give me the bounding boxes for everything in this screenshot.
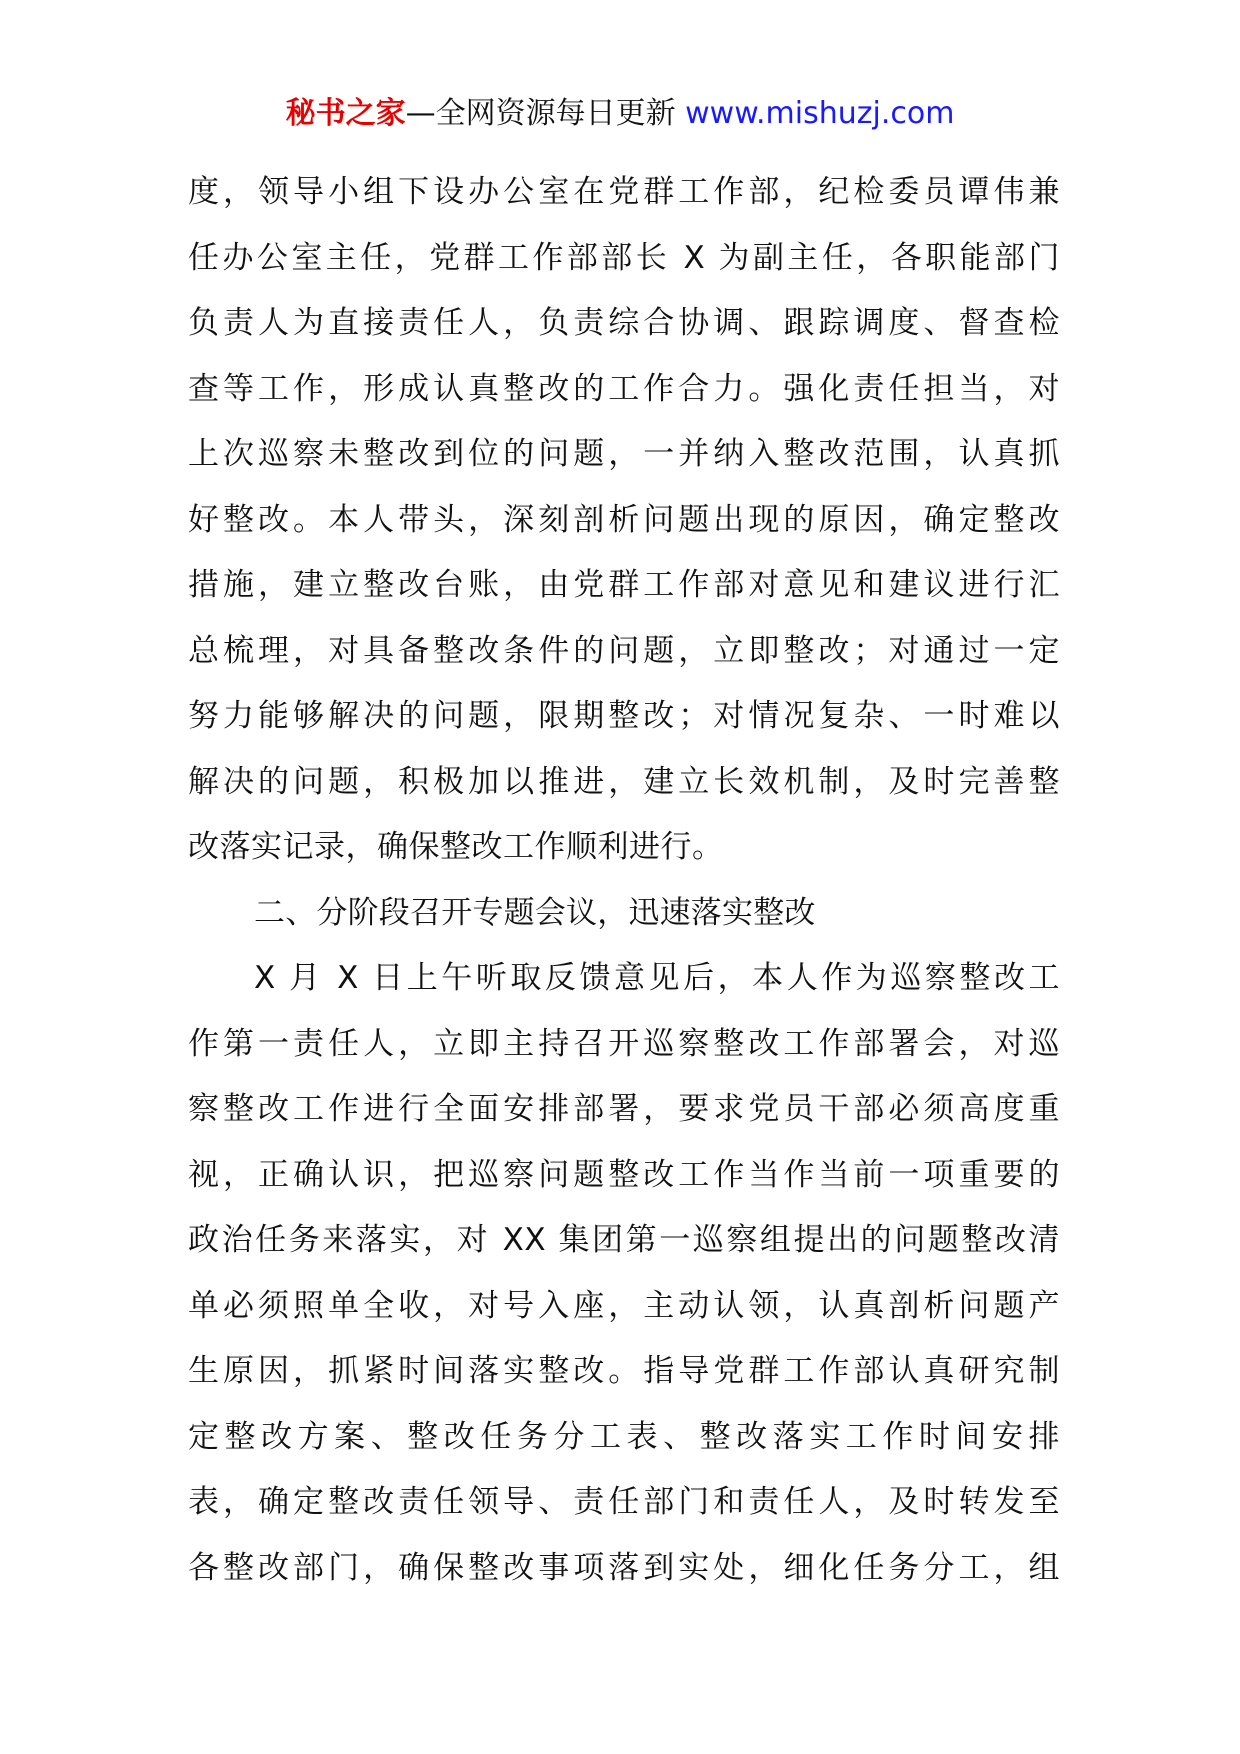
paragraph1-line: 度，领导小组下设办公室在党群工作部，纪检委员谭伟兼 xyxy=(188,174,1060,210)
paragraph1-line: 任办公室主任，党群工作部部长 X 为副主任，各职能部门 xyxy=(188,239,1060,276)
document-body xyxy=(188,160,1060,1601)
section-heading: 二、分阶段召开专题会议，迅速落实整改 xyxy=(254,894,816,931)
paragraph1-line: 改落实记录，确保整改工作顺利进行。 xyxy=(188,829,724,865)
site-tagline: —全网资源每日更新 xyxy=(405,96,686,131)
paragraph2-line: 定整改方案、整改任务分工表、整改落实工作时间安排 xyxy=(188,1418,1060,1455)
site-header xyxy=(0,94,1240,134)
paragraph2-line: 作第一责任人，立即主持召开巡察整改工作部署会，对巡 xyxy=(188,1025,1060,1062)
paragraph1-line: 总梳理，对具备整改条件的问题，立即整改；对通过一定 xyxy=(188,632,1060,669)
site-url[interactable]: www.mishuzj.com xyxy=(685,96,955,131)
paragraph2-line: 单必须照单全收，对号入座，主动认领，认真剖析问题产 xyxy=(188,1287,1060,1324)
paragraph2-line: 视，正确认识，把巡察问题整改工作当作当前一项重要的 xyxy=(188,1156,1060,1193)
paragraph1-line: 解决的问题，积极加以推进，建立长效机制，及时完善整 xyxy=(188,763,1060,800)
paragraph1-line: 查等工作，形成认真整改的工作合力。强化责任担当，对 xyxy=(188,370,1060,407)
paragraph2-line: 表，确定整改责任领导、责任部门和责任人，及时转发至 xyxy=(188,1484,1060,1520)
paragraph1-line: 措施，建立整改台账，由党群工作部对意见和建议进行汇 xyxy=(188,567,1060,603)
paragraph2-line: X 月 X 日上午听取反馈意见后，本人作为巡察整改工 xyxy=(254,960,1060,996)
paragraph1-line: 努力能够解决的问题，限期整改；对情况复杂、一时难以 xyxy=(188,698,1060,734)
paragraph2-line: 各整改部门，确保整改事项落到实处，细化任务分工，组 xyxy=(188,1549,1060,1586)
paragraph1-line: 好整改。本人带头，深刻剖析问题出现的原因，确定整改 xyxy=(188,501,1060,538)
paragraph2-line: 察整改工作进行全面安排部署，要求党员干部必须高度重 xyxy=(188,1091,1060,1127)
site-brand: 秘书之家 xyxy=(285,96,406,131)
paragraph2-line: 生原因，抓紧时间落实整改。指导党群工作部认真研究制 xyxy=(188,1353,1060,1389)
paragraph1-line: 上次巡察未整改到位的问题，一并纳入整改范围，认真抓 xyxy=(188,436,1060,472)
paragraph1-line: 负责人为直接责任人，负责综合协调、跟踪调度、督查检 xyxy=(188,305,1060,341)
paragraph2-line: 政治任务来落实，对 XX 集团第一巡察组提出的问题整改清 xyxy=(188,1222,1060,1258)
